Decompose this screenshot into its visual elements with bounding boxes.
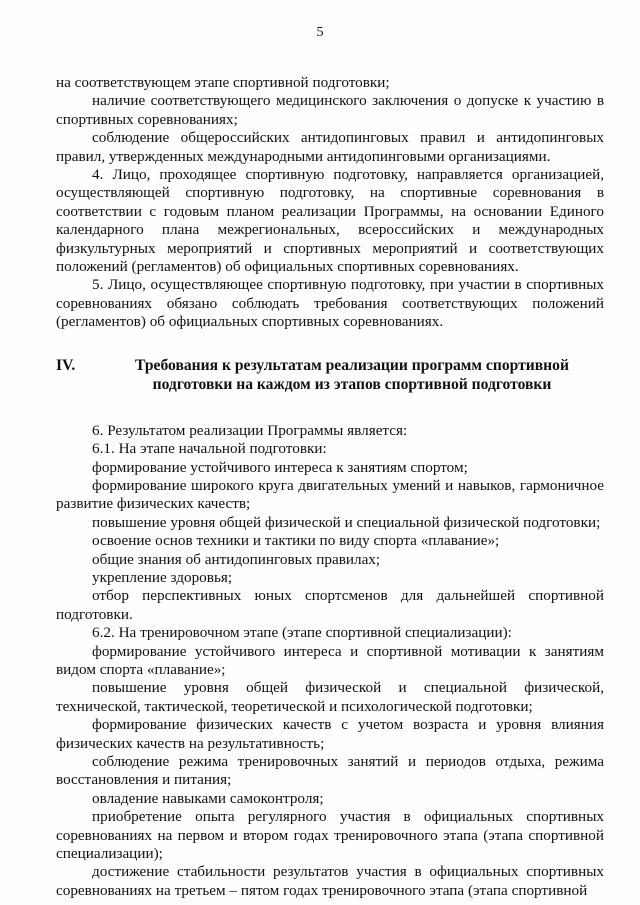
paragraph: 4. Лицо, проходящее спортивную подготовку, направляется организацией, осуществляющей спортивную подготовку, на спортивные соревнования в соответствии с годовым планом реализации Программы, на основании Единого календарного плана межрегиональных, всероссийских и международных физкультурных мероприятий и спортивных мероприятий и соответствующих положений (регламентов) об официальных спортивных соревнованиях. xyxy=(56,166,604,276)
paragraph: достижение стабильности результатов участия в официальных спортивных соревнованиях на третьем – пятом годах тренировочного этапа (этапа спортивной xyxy=(56,863,604,899)
paragraph: укрепление здоровья; xyxy=(92,568,233,586)
paragraph: 6.1. На этапе начальной подготовки: xyxy=(92,440,327,458)
paragraph: повышение уровня общей физической и специальной физической, технической, тактической, теоретической и психологической подготовки; xyxy=(56,679,604,715)
paragraph: формирование физических качеств с учетом возраста и уровня влияния физических качеств на результативность; xyxy=(56,716,604,752)
paragraph: 6. Результатом реализации Программы является: xyxy=(92,421,408,439)
paragraph: формирование устойчивого интереса к занятиям спортом; xyxy=(92,458,468,476)
paragraph: 5. Лицо, осуществляющее спортивную подготовку, при участии в спортивных соревнованиях обязано соблюдать требования соответствующих положений (регламентов) об официальных спортивных соревнованиях. xyxy=(56,276,604,331)
paragraph: освоение основ техники и тактики по виду спорта «плавание»; xyxy=(92,532,500,550)
paragraph: отбор перспективных юных спортсменов для дальнейшей спортивной подготовки. xyxy=(56,587,604,623)
page-number: 5 xyxy=(316,25,324,40)
paragraph: 6.2. На тренировочном этапе (этапе спортивной специализации): xyxy=(92,624,512,642)
paragraph: на соответствующем этапе спортивной подготовки; xyxy=(56,74,390,91)
paragraph: общие знания об антидопинговых правилах; xyxy=(92,550,381,568)
paragraph: наличие соответствующего медицинского заключения о допуске к участию в спортивных соревнованиях; xyxy=(56,92,604,128)
paragraph: формирование устойчивого интереса и спортивной мотивации к занятиям видом спорта «плавание»; xyxy=(56,642,604,678)
section-title: Требования к результатам реализации программ спортивной подготовки на каждом из этапов спортивной подготовки xyxy=(135,356,569,393)
paragraph: соблюдение режима тренировочных занятий и периодов отдыха, режима восстановления и питания; xyxy=(56,753,604,789)
top-paragraphs xyxy=(56,74,604,332)
section-heading xyxy=(56,356,604,394)
section-number: IV. xyxy=(56,356,76,374)
paragraph: соблюдение общероссийских антидопинговых правил и антидопинговых правил, утвержденных международными антидопинговыми организациями. xyxy=(56,129,604,165)
bottom-paragraphs xyxy=(56,422,604,901)
paragraph: повышение уровня общей физической и специальной физической подготовки; xyxy=(92,513,601,531)
paragraph: овладение навыками самоконтроля; xyxy=(92,789,324,807)
paragraph: формирование широкого круга двигательных умений и навыков, гармоничное развитие физических качеств; xyxy=(56,476,604,513)
paragraph: приобретение опыта регулярного участия в официальных спортивных соревнованиях на первом и втором годах тренировочного этапа (этапа спортивной специализации); xyxy=(56,808,604,863)
page-content xyxy=(56,74,604,900)
